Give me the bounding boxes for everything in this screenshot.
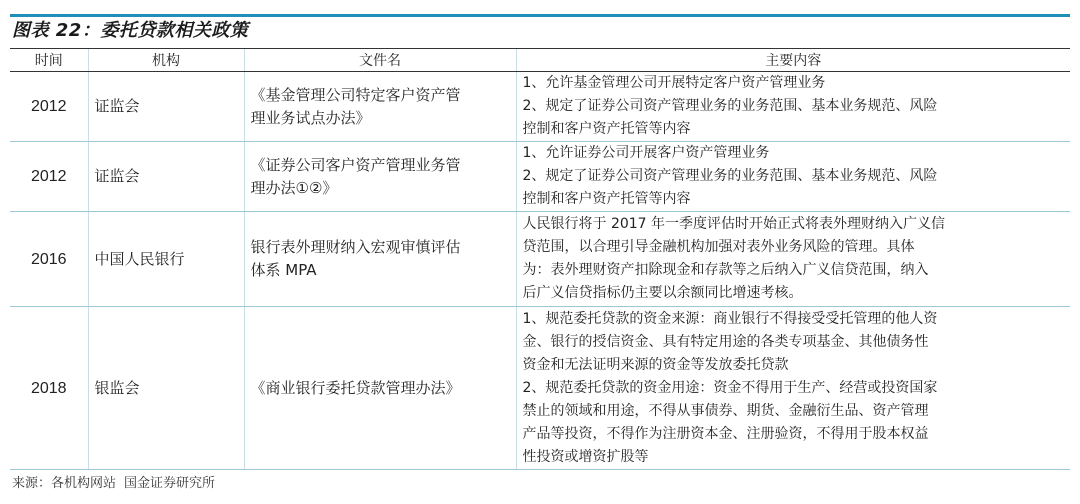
source-note <box>12 474 215 494</box>
table-row <box>10 307 1070 470</box>
content-line: 性投资或增资扩股等 <box>522 448 649 465</box>
row-org: 证监会 <box>88 72 244 142</box>
content-line: 2、规定了证券公司资产管理业务的业务范围、基本业务规范、风险 <box>522 98 938 114</box>
content-line: 资金和无法证明来源的资金等发放委托贷款 <box>522 356 789 373</box>
table-row <box>10 212 1070 307</box>
figure-title: 图表 22：委托贷款相关政策 <box>12 20 249 41</box>
table-row <box>10 142 1070 212</box>
header-doc: 文件名 <box>244 49 516 72</box>
content-line: 2、规范委托贷款的资金用途：资金不得用于生产、经营或投资国家 <box>522 379 938 396</box>
content-line: 控制和客户资产托管等内容 <box>522 121 691 137</box>
row-doc <box>244 72 516 142</box>
doc-line: 体系 MPA <box>250 261 317 279</box>
policy-table <box>10 48 1070 470</box>
content-line: 为：表外理财资产扣除现金和存款等之后纳入广义信贷范围，纳入 <box>522 262 929 278</box>
row-year: 2018 <box>10 307 88 470</box>
row-year: 2016 <box>10 212 88 307</box>
content-line: 1、允许证券公司开展客户资产管理业务 <box>522 145 770 161</box>
doc-line: 理办法①②》 <box>250 178 338 197</box>
content-line: 控制和客户资产托管等内容 <box>522 191 691 207</box>
row-content <box>516 142 1070 212</box>
row-year: 2012 <box>10 142 88 212</box>
source-item: 各机构网站 <box>51 476 117 491</box>
content-line: 1、规范委托贷款的资金来源：商业银行不得接受受托管理的他人资 <box>522 310 938 327</box>
source-item: 国金证券研究所 <box>124 476 216 491</box>
header-org: 机构 <box>88 49 244 72</box>
row-doc <box>244 142 516 212</box>
row-year: 2012 <box>10 72 88 142</box>
content-line: 金、银行的授信资金、具有特定用途的各类专项基金、其他债务性 <box>522 333 929 350</box>
row-org: 银监会 <box>88 307 244 470</box>
header-time: 时间 <box>10 49 88 72</box>
row-content <box>516 212 1070 307</box>
row-content <box>516 72 1070 142</box>
row-org: 证监会 <box>88 142 244 212</box>
table-row <box>10 72 1070 142</box>
content-line: 后广义信贷指标仍主要以余额同比增速考核。 <box>522 285 803 301</box>
doc-line: 《商业银行委托贷款管理办法》 <box>250 378 461 397</box>
header-content: 主要内容 <box>516 49 1070 72</box>
content-line: 贷范围，以合理引导金融机构加强对表外业务风险的管理。具体 <box>522 239 915 255</box>
content-line: 产品等投资，不得作为注册资本金、注册验资，不得用于股本权益 <box>522 425 929 442</box>
content-line: 人民银行将于 2017 年一季度评估时开始正式将表外理财纳入广义信 <box>522 216 946 232</box>
doc-line: 《基金管理公司特定客户资产管 <box>250 85 461 104</box>
table-header-row <box>10 49 1070 72</box>
content-line: 1、允许基金管理公司开展特定客户资产管理业务 <box>522 75 826 91</box>
title-top-rule <box>10 14 1070 17</box>
doc-line: 理业务试点办法》 <box>250 108 371 127</box>
row-doc <box>244 307 516 470</box>
content-line: 2、规定了证券公司资产管理业务的业务范围、基本业务规范、风险 <box>522 168 938 184</box>
row-org: 中国人民银行 <box>88 212 244 307</box>
content-line: 禁止的领域和用途，不得从事债券、期货、金融衍生品、资产管理 <box>522 402 929 419</box>
doc-line: 《证券公司客户资产管理业务管 <box>250 155 461 174</box>
row-content <box>516 307 1070 470</box>
doc-line: 银行表外理财纳入宏观审慎评估 <box>250 238 461 256</box>
row-doc <box>244 212 516 307</box>
source-label: 来源： <box>12 476 52 491</box>
